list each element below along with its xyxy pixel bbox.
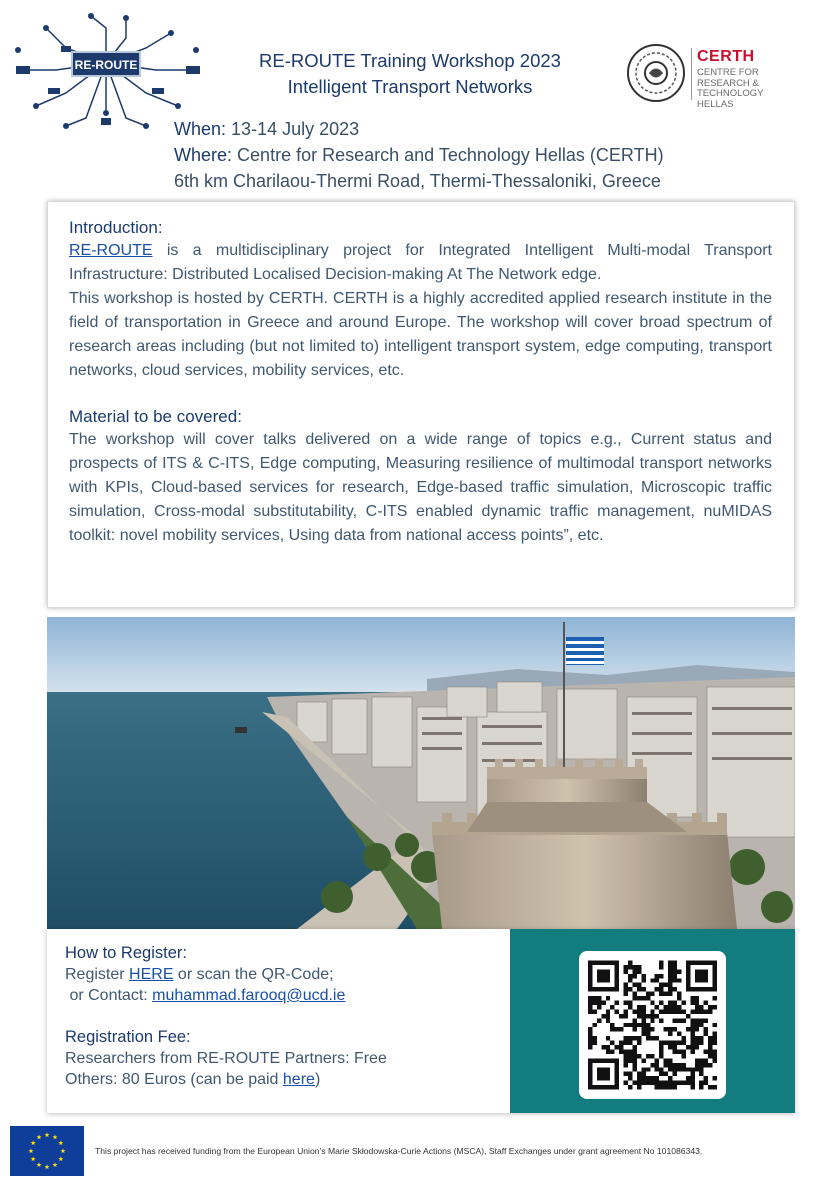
eu-flag-icon bbox=[10, 1126, 84, 1176]
contact-prefix: or Contact: bbox=[65, 987, 153, 1004]
intro-heading: Introduction: bbox=[69, 218, 163, 237]
certh-sub-1: CENTRE FOR bbox=[697, 67, 759, 78]
qr-code-card[interactable] bbox=[579, 951, 726, 1099]
funding-statement: This project has received funding from the European Union’s Marie Skłodowska-Curie Actions (MSCA), Staff Exchanges under grant agreement No 101086343. bbox=[95, 1146, 703, 1156]
register-suffix: or scan the QR-Code; bbox=[173, 966, 334, 983]
payment-link[interactable]: here bbox=[282, 1071, 315, 1088]
title-line-1: RE-ROUTE Training Workshop 2023 bbox=[259, 50, 561, 71]
where-line bbox=[174, 142, 664, 168]
register-line bbox=[65, 964, 387, 985]
re-route-logo-text: RE-ROUTE bbox=[74, 58, 138, 72]
contact-line bbox=[65, 985, 387, 1006]
where-value: Centre for Research and Technology Hellas (CERTH) bbox=[237, 145, 664, 165]
registration-box bbox=[47, 929, 795, 1113]
intro-paragraph-1 bbox=[69, 239, 772, 287]
register-prefix: Register bbox=[65, 966, 130, 983]
qr-panel bbox=[510, 929, 795, 1113]
when-line bbox=[174, 116, 664, 142]
event-details bbox=[174, 116, 664, 194]
certh-divider bbox=[691, 48, 692, 100]
how-to-register-heading: How to Register: bbox=[65, 944, 187, 962]
material-paragraph: The workshop will cover talks delivered on a wide range of topics e.g., Current status and prospects of ITS & C-ITS, Edge computing, Measuring resilience of multimodal transport networks with KPIs, Cloud-based services for research, Edge-based traffic simulation, Microscopic traffic simulation, Cross-modal substitutability, C-ITS enabled dynamic traffic management, nuMIDAS toolkit: novel mobility services, Using data from national access points”, etc. bbox=[69, 431, 772, 544]
when-value: 13-14 July 2023 bbox=[231, 119, 360, 139]
when-label: When: bbox=[174, 119, 227, 139]
certh-sub-2: RESEARCH & TECHNOLOGY bbox=[697, 77, 764, 99]
intro-card bbox=[47, 201, 795, 608]
fee-others-prefix: Others: 80 Euros (can be paid bbox=[65, 1071, 283, 1088]
qr-code[interactable] bbox=[588, 960, 717, 1090]
address-line: 6th km Charilaou-Thermi Road, Thermi-Thessaloniki, Greece bbox=[174, 171, 661, 191]
contact-email-link[interactable]: muhammad.farooq@ucd.ie bbox=[152, 987, 346, 1004]
certh-name: CERTH bbox=[697, 48, 755, 65]
fee-others bbox=[65, 1069, 387, 1090]
certh-subtitle bbox=[697, 68, 821, 110]
re-route-link[interactable]: RE-ROUTE bbox=[69, 242, 153, 259]
thessaloniki-white-tower-photo bbox=[47, 617, 795, 929]
register-here-link[interactable]: HERE bbox=[129, 966, 174, 983]
registration-fee-heading: Registration Fee: bbox=[65, 1028, 191, 1046]
registration-text bbox=[65, 943, 387, 1090]
fee-partners: Researchers from RE-ROUTE Partners: Free bbox=[65, 1050, 387, 1067]
greek-flag bbox=[566, 637, 604, 665]
title-line-2: Intelligent Transport Networks bbox=[287, 76, 533, 97]
intro-text-1: is a multidisciplinary project for Integrated Intelligent Multi-modal Transport Infrastructure: Distributed Localised Decision-making At The Network edge. bbox=[69, 242, 772, 283]
certh-logo bbox=[625, 40, 821, 110]
page-title bbox=[210, 48, 610, 100]
certh-emblem-icon bbox=[625, 42, 687, 104]
certh-sub-3: HELLAS bbox=[697, 98, 734, 110]
intro-paragraph-2: This workshop is hosted by CERTH. CERTH is a highly accredited applied research institute in the field of transportation in Greece and around Europe. The workshop will cover broad spectrum of research areas including (but not limited to) intelligent transport system, edge computing, transport networks, cloud services, mobility services, etc. bbox=[69, 290, 772, 379]
re-route-logo bbox=[6, 8, 206, 133]
where-label: Where: bbox=[174, 145, 233, 165]
material-heading: Material to be covered: bbox=[69, 407, 242, 426]
fee-others-suffix: ) bbox=[314, 1071, 321, 1088]
